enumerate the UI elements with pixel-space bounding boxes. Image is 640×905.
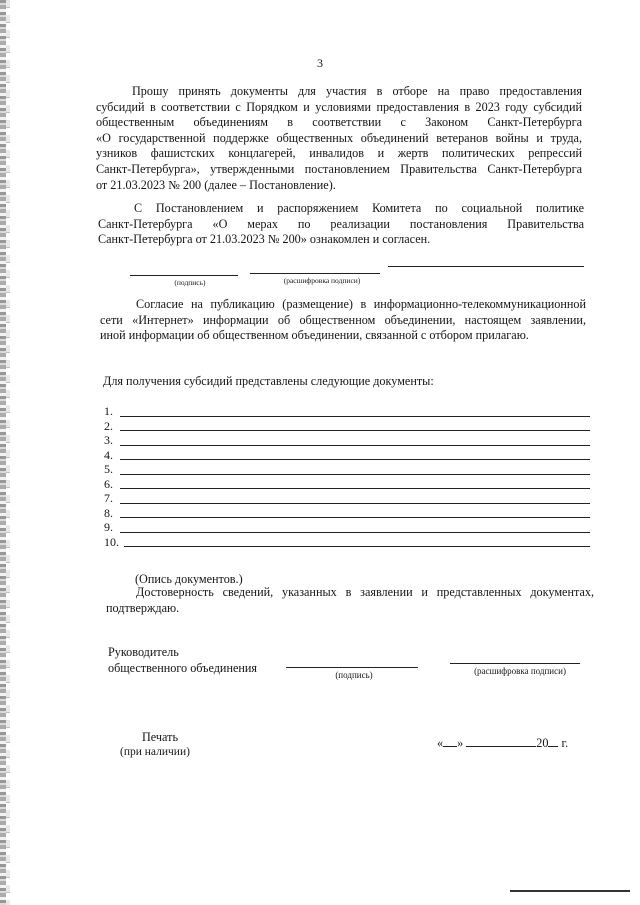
paragraph-line: узников фашистских концлагерей, инвалидов и жертв политических репрессий (96, 146, 582, 161)
document-entry[interactable] (104, 433, 590, 448)
paragraph-line: Согласие на публикацию (размещение) в информационно-телекоммуникационной (136, 297, 586, 311)
paragraph-line: иной информации об общественном объединении, связанной с отбором прилагаю. (100, 328, 529, 343)
entry-number: 4. (104, 447, 113, 462)
date-line (437, 736, 597, 752)
paragraph-line: С Постановлением и распоряжением Комитета по социальной политике (134, 201, 584, 215)
signature-caption: (подпись) (174, 278, 206, 287)
document-entry[interactable] (104, 520, 590, 535)
head-label-line: общественного объединения (108, 660, 258, 675)
paragraph-line: подтверждаю. (106, 600, 180, 615)
document-entry[interactable] (104, 419, 590, 434)
paragraph-line: Санкт-Петербурга «О мерах по реализации постановления Правительства (98, 216, 584, 231)
paragraph-line: сети «Интернет» информации об общественном объединении, настоящем заявлении, (100, 312, 586, 327)
head-label (108, 645, 308, 676)
entry-blank-line (120, 488, 590, 489)
head-signature-line[interactable] (286, 667, 418, 668)
acknowledgement-paragraph (98, 201, 584, 248)
documents-list (104, 404, 590, 549)
entry-blank-line (124, 546, 590, 547)
document-entry[interactable] (104, 506, 590, 521)
year-blank[interactable] (548, 736, 558, 747)
paragraph-line: Прошу принять документы для участия в отборе на право предоставления (132, 84, 582, 98)
confirmation-paragraph (106, 585, 594, 616)
inventory-note: (Опись документов.) (135, 572, 243, 586)
entry-blank-line (120, 503, 590, 504)
entry-number: 1. (104, 404, 113, 418)
document-entry[interactable] (104, 535, 590, 550)
paragraph-line: Достоверность сведений, указанных в заявлении и представленных документах, (136, 585, 594, 599)
entry-number: 5. (104, 462, 113, 476)
document-entry[interactable] (104, 477, 590, 492)
scan-bottom-mark (510, 890, 630, 892)
signature-extra-line (388, 266, 584, 267)
head-label-line: Руководитель (108, 645, 179, 659)
entry-number: 8. (104, 505, 113, 520)
day-blank[interactable] (443, 736, 457, 747)
head-transcript-caption: (расшифровка подписи) (474, 666, 566, 676)
documents-heading: Для получения субсидий представлены следующие документы: (103, 374, 434, 388)
document-entry[interactable] (104, 491, 590, 506)
stamp-note: (при наличии) (120, 746, 190, 758)
entry-number: 10. (104, 534, 119, 549)
entry-blank-line (120, 445, 590, 446)
paragraph-line: от 21.03.2023 № 200 (далее – Постановление). (96, 177, 336, 192)
entry-number: 6. (104, 476, 113, 491)
head-signature-caption: (подпись) (335, 670, 373, 680)
request-paragraph (96, 84, 582, 193)
paragraph-line: Санкт-Петербурга», утвержденными постановлением Правительства Санкт-Петербурга (96, 161, 582, 176)
head-transcript-line[interactable] (450, 663, 580, 664)
year-suffix: г. (561, 736, 569, 750)
document-entry[interactable] (104, 448, 590, 463)
entry-blank-line (120, 474, 590, 475)
scan-edge-artifact-inner (6, 0, 10, 905)
transcript-caption: (расшифровка подписи) (283, 276, 361, 285)
paragraph-line: Санкт-Петербурга от 21.03.2023 № 200» ознакомлен и согласен. (98, 232, 431, 247)
date-open-quote: « (437, 736, 444, 750)
month-blank[interactable] (466, 736, 536, 747)
paragraph-line: общественным объединениям в соответствии с Законом Санкт-Петербурга (96, 115, 582, 130)
entry-blank-line (120, 517, 590, 518)
date-close-quote: » (457, 736, 464, 750)
entry-blank-line (120, 532, 590, 533)
document-entry[interactable] (104, 404, 590, 419)
entry-blank-line (120, 430, 590, 431)
entry-number: 3. (104, 433, 113, 447)
entry-number: 7. (104, 491, 113, 505)
year-prefix: 20 (536, 736, 549, 750)
signature-transcript-line (250, 273, 380, 274)
entry-blank-line (120, 416, 590, 417)
publication-consent-paragraph (100, 297, 586, 344)
page-number: 3 (317, 56, 323, 70)
entry-number: 2. (104, 418, 113, 433)
paragraph-line: субсидий в соответствии с Порядком и условиями предоставления в 2023 году субсидий (96, 99, 582, 114)
document-entry[interactable] (104, 462, 590, 477)
stamp-label: Печать (142, 730, 179, 744)
entry-number: 9. (104, 520, 113, 534)
paragraph-line: «О государственной поддержке общественных объединений ветеранов войны и труда, (96, 130, 582, 145)
signature-line (130, 275, 238, 276)
entry-blank-line (120, 459, 590, 460)
